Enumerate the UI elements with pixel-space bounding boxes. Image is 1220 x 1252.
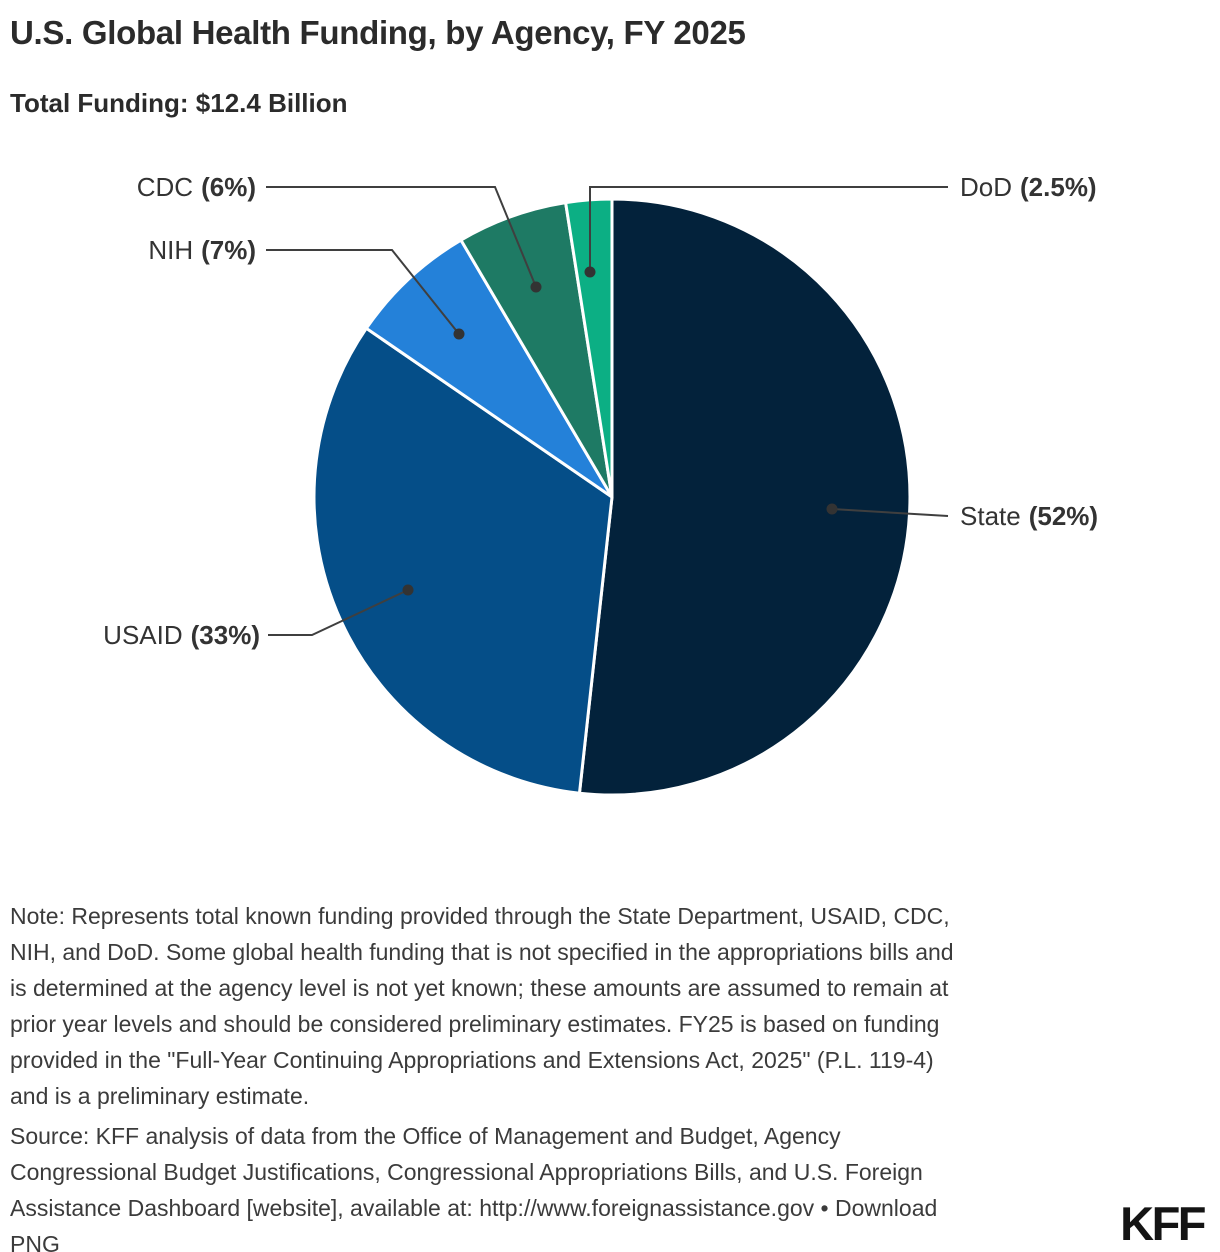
label-usaid: [0, 618, 260, 652]
pie-slices: [314, 199, 910, 795]
source-line: Source: KFF analysis of data from the Office of Management and Budget, Agency: [10, 1123, 841, 1149]
leader-dot-dod: [585, 267, 596, 278]
source-line: [10, 1190, 1200, 1226]
note-line: is determined at the agency level is not yet known; these amounts are assumed to remain at: [10, 975, 949, 1001]
leader-dot-nih: [454, 329, 465, 340]
source-line: Congressional Budget Justifications, Congressional Appropriations Bills, and U.S. Foreign: [10, 1159, 923, 1185]
note-line: NIH, and DoD. Some global health funding that is not specified in the appropriations bills and: [10, 939, 954, 965]
download-png-link[interactable]: PNG: [10, 1231, 60, 1252]
note-line: and is a preliminary estimate.: [10, 1083, 310, 1109]
leader-dot-cdc: [531, 282, 542, 293]
label-nih-pct: (7%): [201, 235, 256, 265]
label-dod-name: DoD: [960, 172, 1013, 202]
kff-logo: KFF: [1120, 1197, 1204, 1250]
label-state-name: State: [960, 501, 1021, 531]
download-png-link[interactable]: Download: [834, 1195, 938, 1221]
label-dod-pct: (2.5%): [1020, 172, 1097, 202]
source-line-text: Assistance Dashboard [website], available at: http://www.foreignassistance.gov •: [10, 1195, 835, 1221]
note-line: Note: Represents total known funding provided through the State Department, USAID, CDC,: [10, 903, 950, 929]
leader-dot-usaid: [403, 585, 414, 596]
note-text: [10, 898, 1200, 1114]
label-nih-name: NIH: [148, 235, 194, 265]
source-text: [10, 1118, 1200, 1252]
label-state-pct: (52%): [1028, 501, 1099, 531]
label-cdc-name: CDC: [136, 172, 194, 202]
label-usaid-name: USAID: [103, 620, 183, 650]
source-line: [10, 1226, 1200, 1252]
note-line: prior year levels and should be considered preliminary estimates. FY25 is based on funding: [10, 1011, 940, 1037]
pie-slice-state[interactable]: [579, 199, 910, 795]
label-dod: [960, 170, 1097, 204]
label-cdc-pct: (6%): [201, 172, 256, 202]
note-line: provided in the "Full-Year Continuing Appropriations and Extensions Act, 2025" (P.L. 119-4): [10, 1047, 934, 1073]
label-cdc: [0, 170, 256, 204]
chart-subtitle: Total Funding: $12.4 Billion: [10, 88, 348, 118]
label-state: [960, 499, 1098, 533]
label-nih: [0, 233, 256, 267]
leader-dot-state: [827, 504, 838, 515]
label-usaid-pct: (33%): [190, 620, 260, 650]
chart-title: U.S. Global Health Funding, by Agency, FY 2025: [10, 14, 746, 51]
